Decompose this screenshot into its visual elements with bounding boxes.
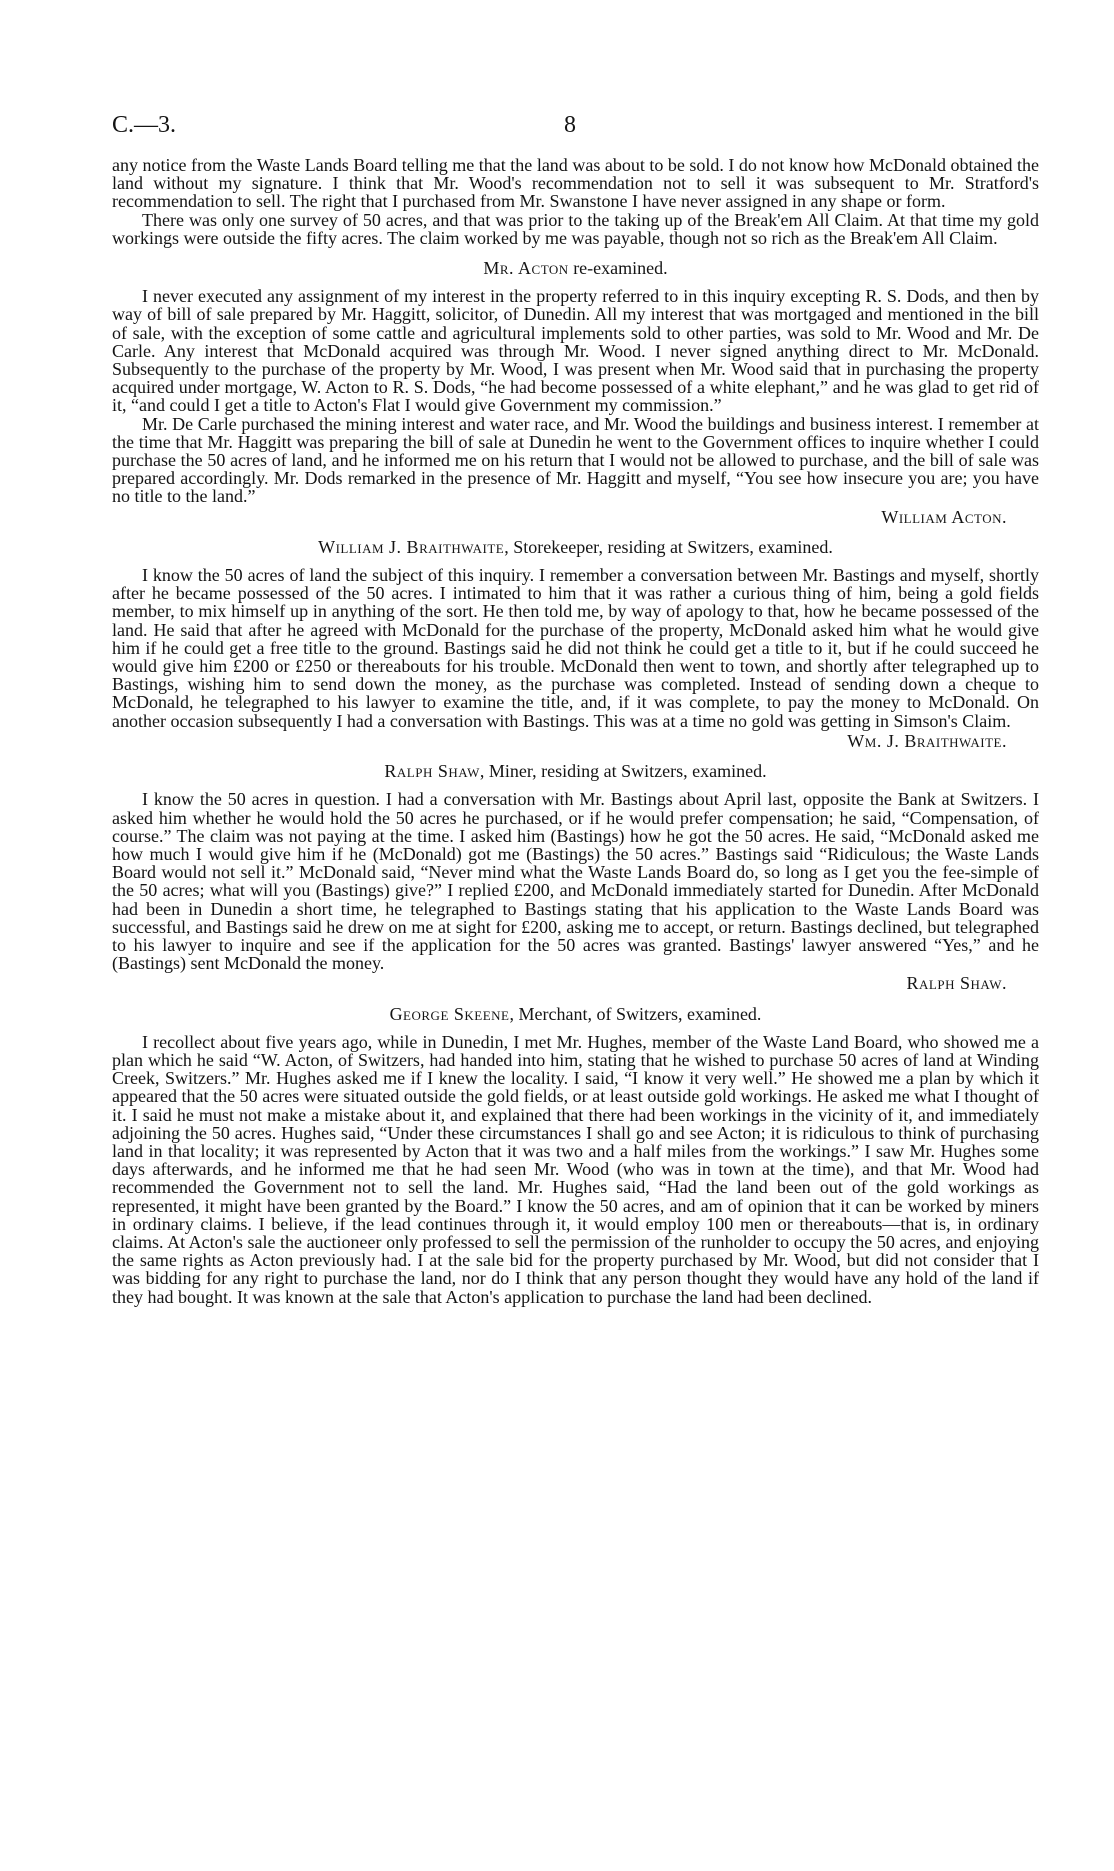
paragraph: I never executed any assignment of my interest in the property referred to in this inquiry excepting R. S. Dods, and then by way of bill of sale prepared by Mr. Haggitt, solicitor, of Dunedin. All my interest that was mortgaged and mentioned in the bill of sale, with the exception of some cattle and agricultural implements sold to other parties, was sold to Mr. Wood and Mr. De Carle. Any interest that McDonald acquired was through Mr. Wood. I never signed anything direct to Mr. McDonald. Subsequently to the purchase of the property by Mr. Wood, I was present when Mr. Wood said that in purchasing the property acquired under mortgage, W. Acton to R. S. Dods, “he had become possessed of a white elephant,” and he was glad to get rid of it, “and could I get a title to Acton's Flat I would give Government my commission.” bbox=[112, 286, 1039, 416]
signature-text: William Acton. bbox=[881, 506, 1007, 527]
page-number: 8 bbox=[564, 112, 576, 138]
witness-name: Mr. Acton bbox=[483, 258, 569, 279]
paragraph: I recollect about five years ago, while in Dunedin, I met Mr. Hughes, member of the Waste Land Board, who showed me a plan which he said “W. Acton, of Switzers, had handed into him, stating that he wished to purchase 50 acres of land at Winding Creek, Switzers.” Mr. Hughes asked me if I knew the locality. I said, “I know it very well.” He showed me a plan by which it appeared that the 50 acres were situated outside the gold fields, or at least outside gold workings. He asked me what I thought of it. I said he must not make a mistake about it, and explained that there had been workings in the vicinity of it, and immediately adjoining the 50 acres. Hughes said, “Under these circumstances I shall go and see Acton; it is ridiculous to think of purchasing land in that locality; it was represented by Acton that it was two and a half miles from the workings.” I saw Mr. Hughes some days afterwards, and he informed me that he had seen Mr. Wood (who was in town at the time), and that Mr. Wood had recommended the Government not to sell the land. Mr. Hughes said, “Had the land been out of the gold workings as represented, it might have been granted by the Board.” I know the 50 acres, and am of opinion that it can be worked by miners in ordinary claims. I believe, if the lead continues through it, it would employ 100 men or thereabouts—that is, in ordinary claims. At Acton's sale the auctioneer only professed to sell the permission of the runholder to occupy the 50 acres, and enjoying the same rights as Acton previously had. I at the sale bid for the property purchased by Mr. Wood, but did not consider that I was bidding for any right to purchase the land, nor do I think that any person thought they would have any hold of the land if they had bought. It was known at the sale that Acton's application to purchase the land had been declined. bbox=[112, 1031, 1039, 1307]
signature bbox=[112, 974, 1039, 992]
paragraph: I know the 50 acres in question. I had a conversation with Mr. Bastings about April last, opposite the Bank at Switzers. I asked him whether he would hold the 50 acres he purchased, or if he would prefer compensation; he said, “Compensation, of course.” The claim was not paying at the time. I asked him (Bastings) how he got the 50 acres. He said, “McDonald asked me how much I would give him if he (McDonald) got me (Bastings) the 50 acres.” Bastings said “Ridiculous; the Waste Lands Board would not sell it.” McDonald said, “Never mind what the Waste Lands Board do, so long as I get you the fee-simple of the 50 acres; what will you (Bastings) give?” I replied £200, and McDonald immediately started for Dunedin. After McDonald had been in Dunedin a short time, he telegraphed to Bastings stating that his application to the Waste Lands Board was successful, and Bastings said he drew on me at sight for £200, asking me to accept, or return. Bastings declined, but telegraphed to his lawyer to inquire and see if the application for the 50 acres was granted. Bastings' lawyer answered “Yes,” and he (Bastings) sent McDonald the money. bbox=[112, 789, 1039, 974]
witness-name: Ralph Shaw bbox=[384, 761, 480, 782]
paragraph: There was only one survey of 50 acres, and that was prior to the taking up of the Break'em All Claim. At that time my gold workings were outside the fifty acres. The claim worked by me was payable, though not so rich as the Break'em All Claim. bbox=[112, 209, 1039, 248]
witness-name: William J. Braithwaite bbox=[318, 536, 505, 557]
heading-text: , Storekeeper, residing at Switzers, examined. bbox=[504, 536, 833, 557]
document-page bbox=[112, 112, 1039, 1306]
heading-text: , Merchant, of Switzers, examined. bbox=[509, 1003, 762, 1024]
paragraph: any notice from the Waste Lands Board telling me that the land was about to be sold. I do not know how McDonald obtained the land without my signature. I think that Mr. Wood's recommendation not to sell it was subsequent to Mr. Stratford's recommendation to sell. The right that I purchased from Mr. Swanstone I have never assigned in any shape or form. bbox=[112, 155, 1039, 212]
signature-text: Ralph Shaw. bbox=[906, 973, 1007, 994]
signature bbox=[112, 508, 1039, 526]
witness-name: George Skeene bbox=[389, 1003, 510, 1024]
section-heading bbox=[112, 538, 1039, 556]
section-heading bbox=[112, 259, 1039, 277]
signature-text: Wm. J. Braithwaite. bbox=[847, 730, 1007, 751]
paragraph: Mr. De Carle purchased the mining interest and water race, and Mr. Wood the buildings and business interest. I remember at the time that Mr. Haggitt was preparing the bill of sale at Dunedin he went to the Government offices to inquire whether I could purchase the 50 acres of land, and he informed me on his return that I would not be allowed to purchase, and the bill of sale was prepared accordingly. Mr. Dods remarked in the presence of Mr. Haggitt and myself, “You see how insecure you are; you have no title to the land.” bbox=[112, 413, 1039, 507]
heading-text: re-examined. bbox=[568, 258, 668, 279]
section-heading bbox=[112, 1005, 1039, 1023]
section-heading bbox=[112, 762, 1039, 780]
running-header bbox=[112, 112, 1039, 148]
paragraph: I know the 50 acres of land the subject of this inquiry. I remember a conversation between Mr. Bastings and myself, shortly after he became possessed of the 50 acres. I intimated to him that it was rather a curious thing of him, being a gold fields member, to mix himself up in anything of the sort. He then told me, by way of apology to that, how he became possessed of the land. He said that after he agreed with McDonald for the purchase of the property, McDonald asked him what he would give him if he could get a free title to the ground. Bastings said he did not think he could get a title to it, but if he could succeed he would give him £200 or £250 or thereabouts for his trouble. McDonald then went to town, and shortly after telegraphed up to Bastings, wishing him to send down the money, as the purchase was completed. Instead of sending down a cheque to McDonald, he telegraphed to his lawyer to examine the title, and, if it was complete, to pay the money to McDonald. On another occasion subsequently I had a conversation with Bastings. This was at a time no gold was getting in Simson's Claim. bbox=[112, 565, 1039, 731]
heading-text: , Miner, residing at Switzers, examined. bbox=[479, 761, 767, 782]
document-code: C.—3. bbox=[112, 112, 177, 138]
signature bbox=[112, 732, 1039, 750]
